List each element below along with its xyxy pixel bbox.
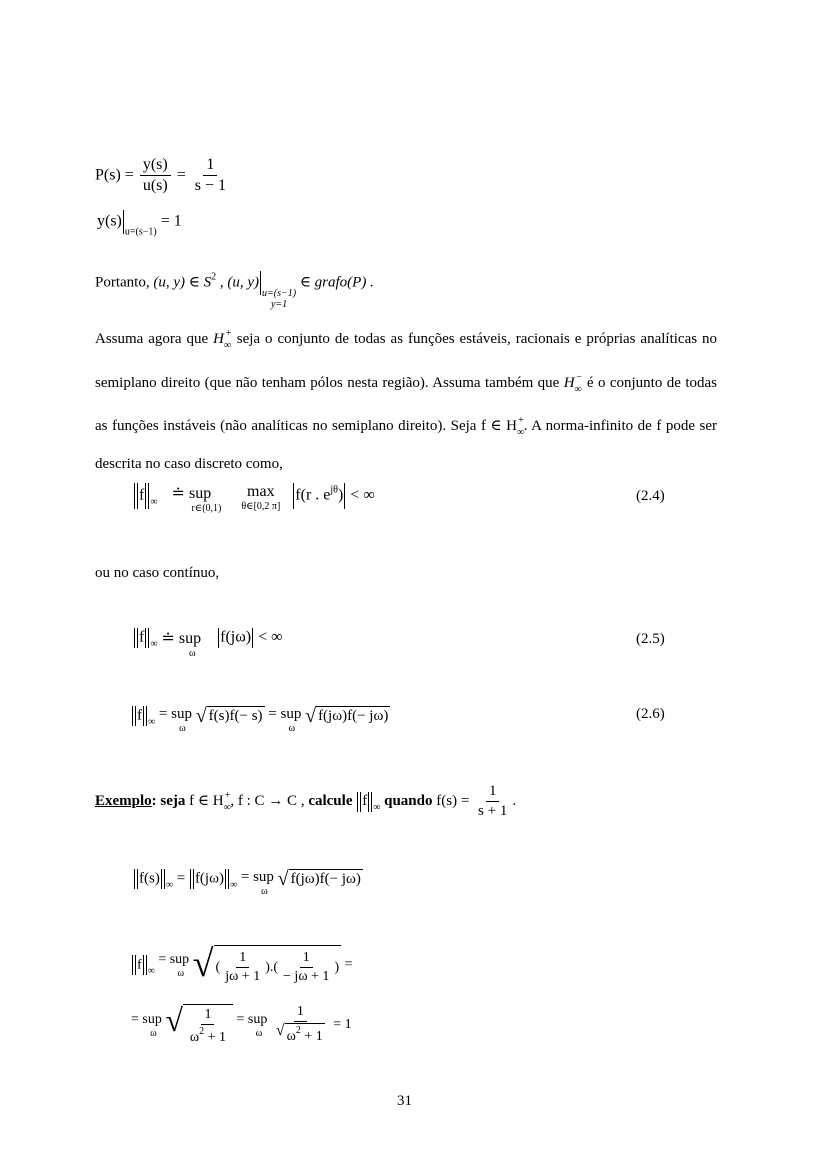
page-number: 31 [397, 1093, 412, 1109]
continuous-case-text: ou no caso contínuo, [95, 565, 220, 581]
portanto-label: Portanto, [95, 274, 150, 291]
fraction-sqrt: 1 √ $\omega^2 + 1$ [273, 1004, 328, 1046]
paragraph-hinf-definitions [95, 318, 717, 480]
para-text: seja o conjunto de todas as funções estáveis, racionais e próprias analíticas no semiplano direito (que não tenham pólos nesta região). Assuma também que [95, 331, 717, 391]
sup-operator: = sup ω [240, 869, 274, 897]
h-infinity-plus: $H_\infty^+$ [213, 328, 232, 351]
eq25-rhs: < ∞ [258, 628, 283, 646]
square-root: √ f(s)f(− s) [195, 705, 263, 727]
equation-2-5: f $_\infty$ ≐ sup ω f(jω) < ∞ [133, 628, 283, 659]
f-in-hinf: f ∈ $H_\infty^+$ [189, 790, 231, 814]
sup-operator: ≐ sup r∈(0,1) [171, 485, 222, 514]
eq25-body: f(jω) [220, 628, 252, 646]
sup-operator: = sup ω [158, 706, 192, 734]
example-equation-1: f(s) $_\infty$ = f(jω) $_\infty$ = sup ω √ f(jω)f(− jω) [133, 869, 363, 897]
para-text: é o conjunto de todas as funções instáveis (não analíticas no semiplano direito). Seja [95, 374, 717, 434]
graph-membership: ∈ grafo(P) . [299, 274, 374, 291]
equation-number-2-4: (2.4) [636, 488, 665, 504]
square-root: √ f(jω)f(− jω) [277, 868, 361, 890]
fraction-y-over-u [140, 156, 171, 196]
eq24-rhs: < ∞ [350, 486, 375, 504]
example-equation-3: = sup ω √ $\frac{1}{\omega^2 + 1}$ = sup ω 1 √ $\omega^2 + 1$ = 1 [131, 1002, 352, 1046]
equation-plant-transfer [95, 156, 231, 196]
frac-numerator: y(s) [140, 156, 171, 176]
equation-2-6: f $_\infty$ = sup ω √ f(s)f(− s) = sup ω √ f(jω)f(− jω) [131, 706, 390, 734]
condition-u: u=(s−1) [262, 288, 297, 300]
frac-numerator: 1 [203, 156, 217, 176]
h-infinity-minus: $H_\infty^-$ [563, 371, 583, 395]
example-statement: Exemplo: seja f ∈ $H_\infty^+$, f : C → C , calcule f $_\infty$ quando f(s) = $\frac{1}{s + 1}$ . [95, 783, 517, 820]
sup-operator: = sup ω [268, 706, 302, 734]
sup-operator: = sup ω [158, 951, 190, 979]
equation-number-2-5: (2.5) [636, 631, 665, 647]
eq-y-rhs: = 1 [160, 212, 182, 230]
eq24-body: f(r . e [295, 486, 331, 504]
square-root: √ f(jω)f(− jω) [305, 705, 389, 727]
eq-y-condition: u=(s−1) [124, 226, 157, 238]
comma: , [219, 274, 224, 291]
sup-operator: = sup ω [236, 1011, 268, 1039]
eq-y-lhs: y(s) [97, 212, 122, 230]
s2-exponent: 2 [211, 271, 217, 283]
frac-denominator: u(s) [142, 177, 168, 195]
condition-y: y=1 [270, 299, 288, 311]
equation-number-2-6: (2.6) [636, 706, 665, 722]
para-text: . A norma-infinito de f pode ser descrita no caso discreto como, [95, 418, 717, 472]
portanto-statement [95, 271, 374, 310]
example-label: Exemplo [95, 793, 152, 810]
norm-f: f [139, 486, 145, 504]
eq-p-equals: = [176, 166, 186, 184]
pair-restricted: (u, y) [227, 274, 260, 291]
eq-p-lhs: P(s) = [95, 166, 134, 184]
frac-denominator: s − 1 [194, 177, 226, 195]
equation-2-4: f $_\infty$ ≐ sup r∈(0,1) max θ∈[0,2 π] f(r . $e^{j\theta}$) < ∞ [133, 483, 375, 514]
para-text: Assuma agora que [95, 331, 209, 347]
fraction-one-over-s-plus-1: $\frac{1}{s + 1}$ [478, 783, 508, 820]
equation-output-condition [97, 210, 182, 238]
norm-f: f [139, 628, 145, 646]
norm-f: f [137, 707, 142, 724]
example-equation-2: f $_\infty$ = sup ω √ ( $\frac{1}{j\omega + 1}$ ).( $\frac{1}{- j\omega + 1}$ ) = [131, 945, 353, 985]
f-in-hinf: f ∈ $H_\infty^+$ [480, 415, 525, 438]
sup-operator: = sup ω [131, 1011, 162, 1039]
sup-operator: ≐ sup ω [161, 630, 202, 659]
pair-in-s2: (u, y) ∈ S [153, 274, 212, 291]
restriction-conditions [262, 288, 296, 310]
fraction-one-over-s-minus-1 [192, 156, 229, 196]
square-root: √ $\frac{1}{\omega^2 + 1}$ [165, 1004, 233, 1046]
square-root: √ ( $\frac{1}{j\omega + 1}$ ).( $\frac{1}{- j\omega + 1}$ ) [192, 943, 340, 985]
max-operator: max θ∈[0,2 π] [241, 483, 281, 512]
